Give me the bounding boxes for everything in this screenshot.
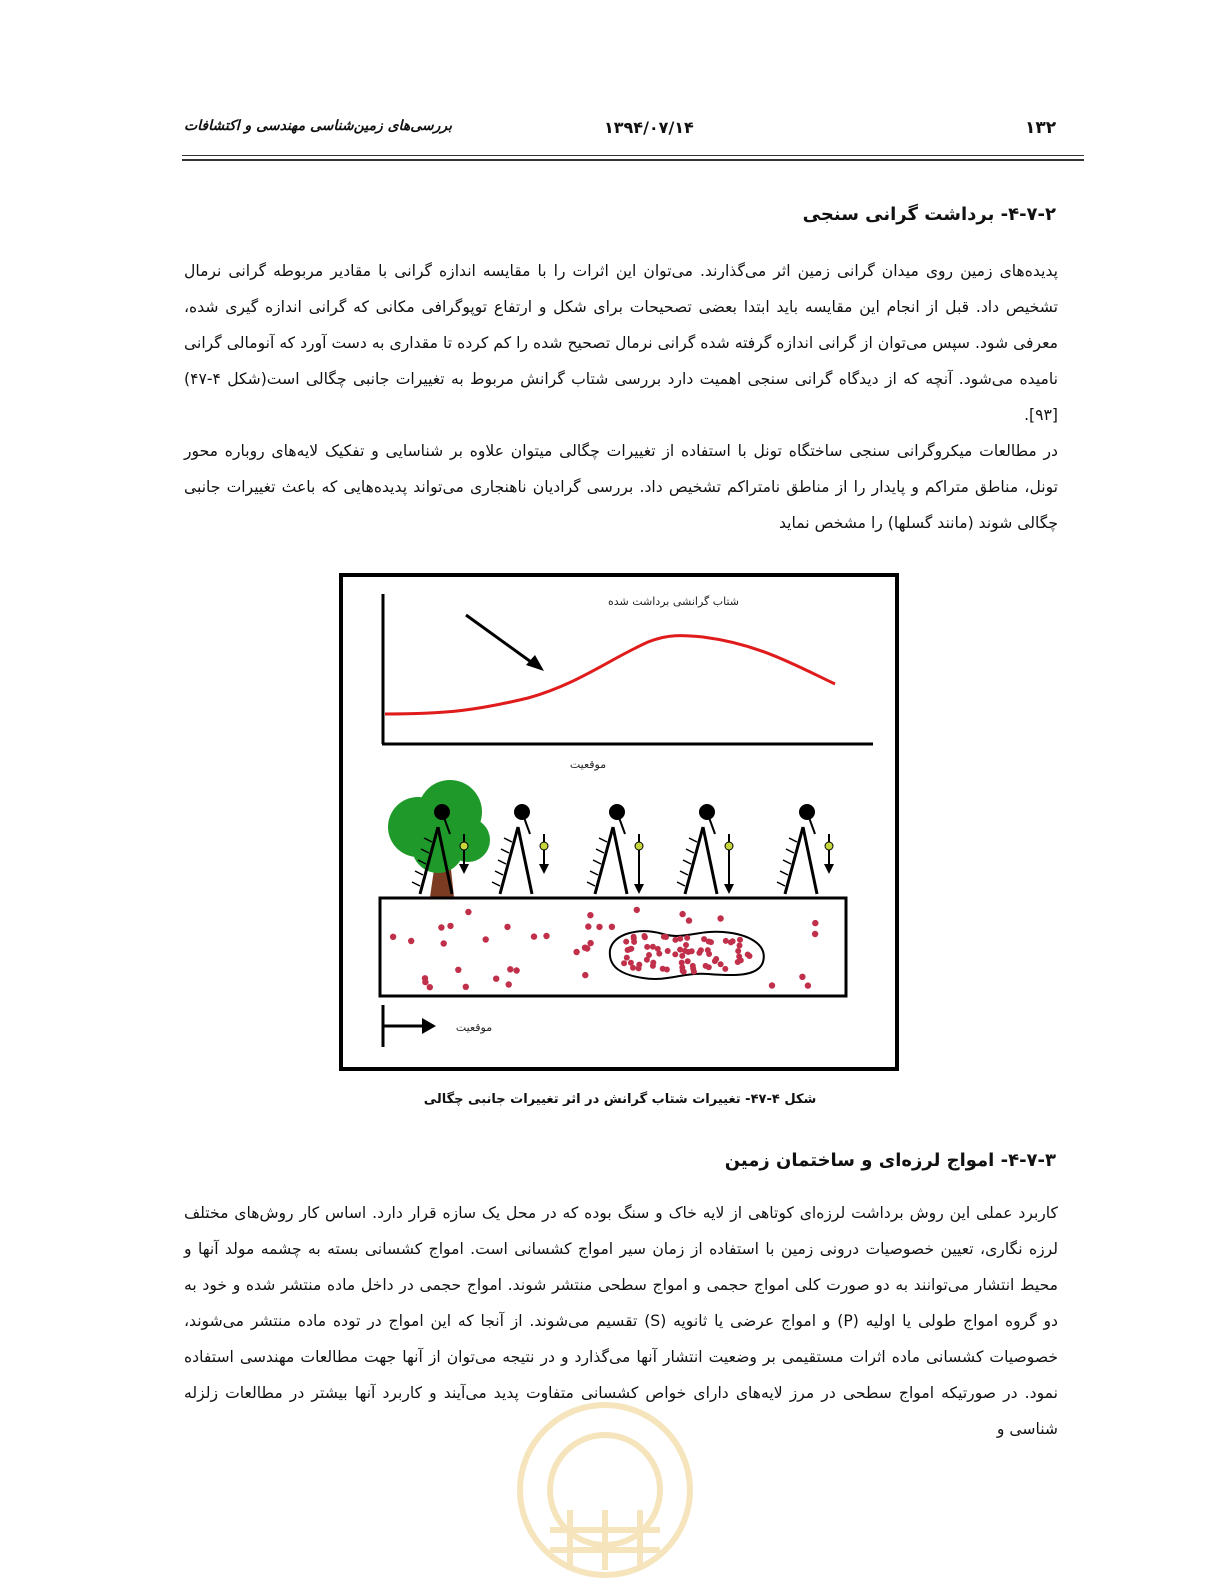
density-particle <box>483 936 489 942</box>
density-particle <box>587 940 593 946</box>
density-particle <box>737 943 743 949</box>
density-particle <box>683 942 689 948</box>
density-particle <box>621 960 627 966</box>
density-particle <box>705 947 711 953</box>
density-particle <box>644 957 650 963</box>
density-particle <box>655 946 661 952</box>
density-particle <box>769 982 775 988</box>
density-particle <box>587 912 593 918</box>
density-particle <box>812 931 818 937</box>
axis-label-top: موقعیت <box>569 758 607 771</box>
axis-label-bottom: موقعیت <box>455 1021 493 1034</box>
curve-label: شتاب گرانشی برداشت شده <box>608 595 739 608</box>
density-particle <box>628 960 634 966</box>
density-particle <box>438 924 444 930</box>
density-particle <box>677 936 683 942</box>
density-particle <box>722 966 728 972</box>
density-particle <box>663 934 669 940</box>
gravity-figure <box>338 572 900 1074</box>
density-particle <box>573 949 579 955</box>
section-heading: ۴-۷-۲- برداشت گرانی سنجی <box>802 204 1056 225</box>
density-particle <box>737 937 743 943</box>
density-particle <box>685 949 691 955</box>
density-particle <box>493 976 499 982</box>
page-number: ۱۳۲ <box>1025 118 1057 138</box>
density-particle <box>728 939 734 945</box>
density-particle <box>717 915 723 921</box>
paragraph: کاربرد عملی این روش برداشت لرزه‌ای کوتاهی از لایه خاک و سنگ بوده که در محل یک سازه قرار دارد. اساس کار روش‌های مختلف لرزه نگاری، تعیین خصوصیات درونی زمین با استفاده از زمان سیر امواج کشسانی است. امواج کشسانی بسته به چشمه مولد آنها و محیط انتشار می‌توانند به دو صورت کلی امواج حجمی و امواج سطحی منتشر شوند. امواج حجمی در داخل ماده منتشر شده و خود به دو گروه امواج طولی یا اولیه (P) و امواج عرضی یا ثانویه (S) تقسیم می‌شوند. از آنجا که این امواج در توده ماده منتشر می‌شوند، خصوصیات کشسانی ماده اثرات مستقیمی بر وضعیت انتشار آنها می‌گذارد و در نتیجه می‌توان از آنها جهت مطالعات مهندسی استفاده نمود. در صورتیکه امواج سطحی در مرز لایه‌های دارای خواص کشسانی متفاوت پدید می‌آیند و کاربرد آنها بیشتر در مطالعات زلزله شناسی و <box>184 1204 1058 1438</box>
density-particle <box>531 933 537 939</box>
density-particle <box>677 947 683 953</box>
density-particle <box>408 938 414 944</box>
density-particle <box>441 940 447 946</box>
density-particle <box>634 907 640 913</box>
density-particle <box>455 967 461 973</box>
density-particle <box>596 924 602 930</box>
density-particle <box>686 917 692 923</box>
paragraph: پدیده‌های زمین روی میدان گرانی زمین اثر می‌گذارند. می‌توان این اثرات را با مقایسه اندازه گرانی با مقادیر مربوطه گرانی نرمال تشخیص داد. قبل از انجام این مقایسه باید ابتدا بعضی تصحیحات برای شکل و ارتفاع توپوگرافی مکانی که گرانی اندازه گیری شده، معرفی شود. سپس می‌توان از گرانی اندازه گرفته شده گرانی نرمال تصحیح شده را کم کرده تا مقداری به دست آورد که آنومالی گرانی نامیده می‌شود. آنچه که از دیدگاه گرانی سنجی اهمیت دارد بررسی شتاب گرانش مربوط به تغییرات جانبی چگالی است(شکل ۴-۴۷)[۹۳]. <box>184 262 1058 424</box>
figure-caption: شکل ۴-۴۷- تغییرات شتاب گرانش در اثر تغییرات جانبی چگالی <box>423 1092 817 1107</box>
density-particle <box>745 952 751 958</box>
density-particle <box>504 924 510 930</box>
density-particle <box>799 974 805 980</box>
density-particle <box>641 933 647 939</box>
density-particle <box>679 953 685 959</box>
density-particle <box>812 920 818 926</box>
density-particle <box>679 960 685 966</box>
header-rule <box>182 155 1084 156</box>
density-particle <box>623 939 629 945</box>
density-particle <box>736 954 742 960</box>
density-particle <box>660 966 666 972</box>
density-particle <box>703 963 709 969</box>
density-particle <box>543 933 549 939</box>
running-header-title: بررسی‌های زمین‌شناسی مهندسی و اکتشافات <box>183 118 452 134</box>
density-particle <box>582 945 588 951</box>
running-header-date: ۱۳۹۴/۰۷/۱۴ <box>604 118 694 137</box>
density-particle <box>723 938 729 944</box>
density-particle <box>735 948 741 954</box>
paragraph: در مطالعات میکروگرانی سنجی ساختگاه تونل با استفاده از تغییرات چگالی میتوان علاوه بر شناسایی و تفکیک لایه‌های روباره محور تونل، مناطق متراکم و پایدار را از مناطق نامتراکم تشخیص داد. بررسی گرادیان ناهنجاری می‌تواند پدیده‌هایی که باعث تغییرات جانبی چگالی شوند (مانند گسلها) را مشخص نماید <box>184 442 1058 532</box>
density-particle <box>681 969 687 975</box>
density-particle <box>390 934 396 940</box>
watermark-seal <box>490 1380 720 1580</box>
density-particle <box>713 956 719 962</box>
density-particle <box>463 984 469 990</box>
density-particle <box>582 972 588 978</box>
density-particle <box>685 958 691 964</box>
density-particle <box>684 935 690 941</box>
density-particle <box>513 967 519 973</box>
density-particle <box>427 984 433 990</box>
density-particle <box>465 909 471 915</box>
density-particle <box>422 979 428 985</box>
density-particle <box>679 911 685 917</box>
density-particle <box>609 924 615 930</box>
density-particle <box>735 959 741 965</box>
density-particle <box>805 982 811 988</box>
density-particle <box>672 951 678 957</box>
density-particle <box>650 960 656 966</box>
header-rule <box>182 159 1084 161</box>
density-particle <box>636 965 642 971</box>
density-particle <box>718 961 724 967</box>
density-particle <box>507 966 513 972</box>
density-particle <box>624 955 630 961</box>
section-heading: ۴-۷-۳- امواج لرزه‌ای و ساختمان زمین <box>724 1150 1056 1171</box>
density-particle <box>665 948 671 954</box>
density-particle <box>691 969 697 975</box>
density-particle <box>585 923 591 929</box>
density-particle <box>625 947 631 953</box>
density-particle <box>506 981 512 987</box>
density-particle <box>698 947 704 953</box>
density-particle <box>644 944 650 950</box>
density-particle <box>631 939 637 945</box>
density-particle <box>447 923 453 929</box>
density-particle <box>708 939 714 945</box>
